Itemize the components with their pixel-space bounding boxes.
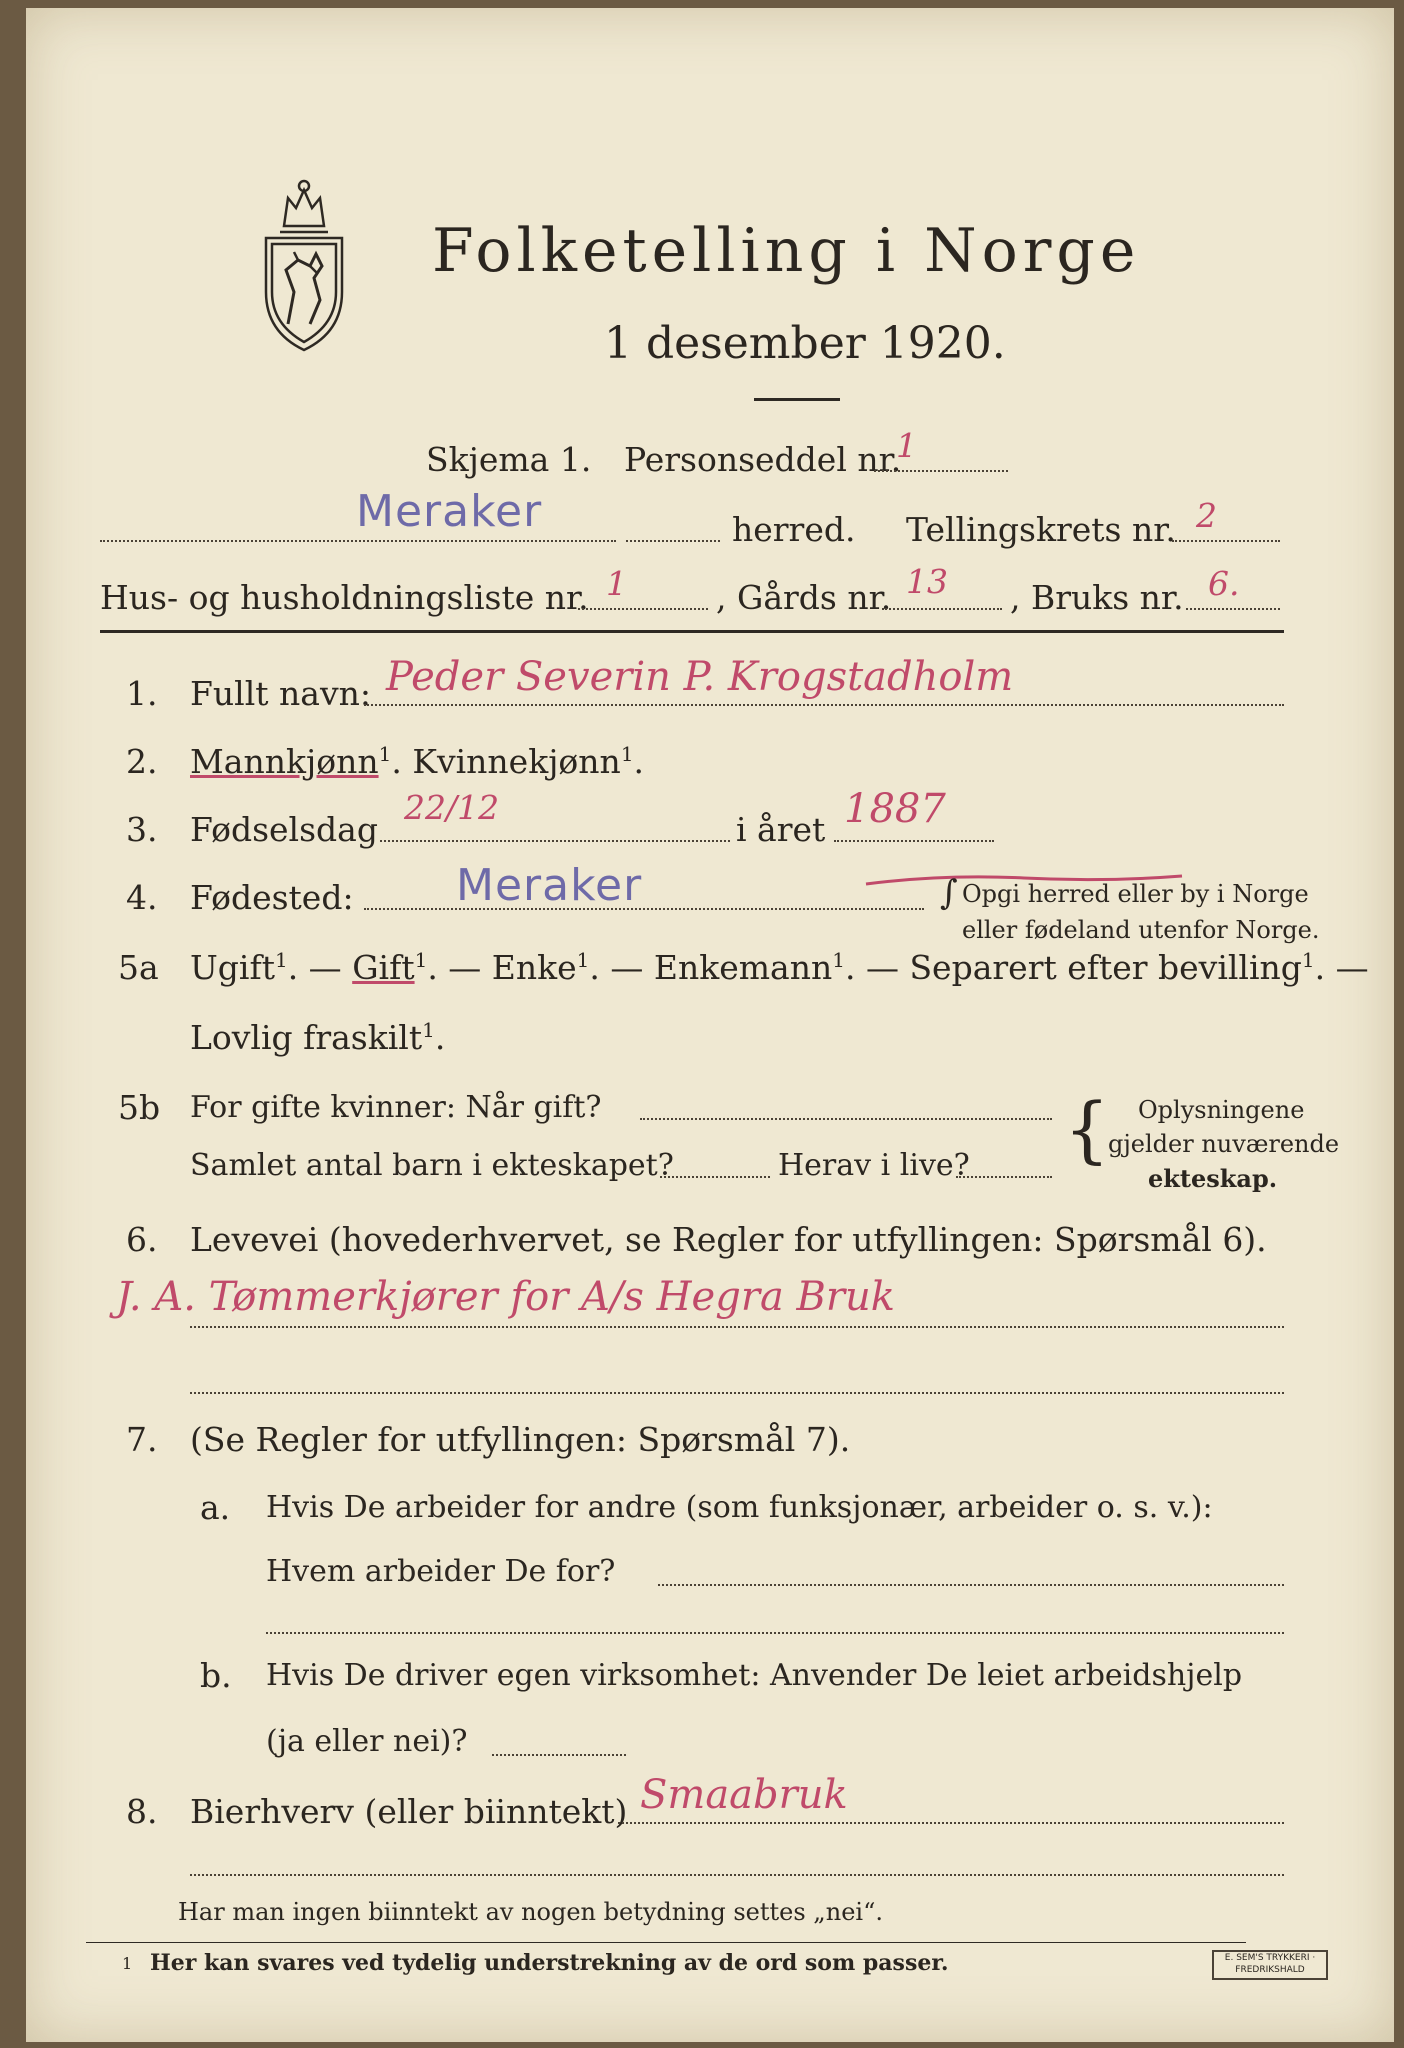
q6-number: 6. [126,1220,158,1259]
coat-of-arms-icon [258,174,350,354]
q3-label: Fødselsdag [190,810,378,849]
q8-side-income-value: Smaabruk [640,1772,848,1818]
q4-number: 4. [126,878,158,917]
personseddel-label: Personseddel nr. [624,440,902,479]
hus-label: Hus- og husholdningsliste nr. [100,578,589,617]
footnote-number: 1 [122,1954,133,1973]
skjema-label: Skjema 1. [426,440,592,479]
q5b-note-line1: Oplysningene [1138,1096,1305,1124]
q5a-separert: Separert efter bevilling [909,948,1302,987]
q3-year-value: 1887 [844,786,946,832]
footer-note: Har man ingen biinntekt av nogen betydning settes „nei“. [178,1898,883,1926]
q7a-line2: Hvem arbeider De for? [266,1554,616,1589]
q6-label: Levevei (hovederhvervet, se Regler for utfyllingen: Spørsmål 6). [190,1220,1267,1259]
q5b-number: 5b [118,1088,161,1127]
gards-value: 13 [906,562,948,601]
q5b-antal-label: Samlet antal barn i ekteskapet? [190,1148,674,1183]
tellingskrets-value: 2 [1196,496,1217,535]
form-title: Folketelling i Norge [432,216,1141,286]
q2-female-option: Kvinnekjønn [412,742,621,781]
q5b-note-line3: ekteskap. [1148,1164,1278,1193]
q5a-number: 5a [118,948,159,987]
q4-label: Fødested: [190,878,354,917]
bruks-value: 6. [1208,564,1240,603]
q6-occupation-value: J. A. Tømmerkjører for A/s Hegra Bruk [116,1274,896,1320]
q7-number: 7. [126,1420,158,1459]
q5b-note-line2: gjelder nuværende [1108,1130,1340,1158]
header-rule [100,630,1284,633]
q2-number: 2. [126,742,158,781]
footnote-rule [86,1942,1246,1943]
herred-label: herred. [732,510,856,549]
title-divider [754,398,840,401]
q5b-herav-label: Herav i live? [778,1148,970,1183]
q8-label: Bierhverv (eller biinntekt) [190,1792,628,1831]
tellingskrets-label: Tellingskrets nr. [906,510,1176,549]
q5a-enke: Enke [491,948,577,987]
q7b-line1: Hvis De driver egen virksomhet: Anvender De leiet arbeidshjelp [266,1658,1243,1693]
q7b-line2: (ja eller nei)? [266,1724,468,1759]
q4-note-line1: Opgi herred eller by i Norge [962,880,1309,908]
q1-number: 1. [126,674,158,713]
q5a-ugift: Ugift [190,948,275,987]
bruks-label: , Bruks nr. [1010,578,1184,617]
q4-birthplace-stamp: Meraker [456,860,643,911]
hus-value: 1 [606,564,627,603]
q4-note-bracket: ∫ [940,873,958,913]
herred-stamp: Meraker [356,486,543,537]
q3-year-label: i året [736,810,826,849]
q8-number: 8. [126,1792,158,1831]
q3-number: 3. [126,810,158,849]
q7a-number: a. [200,1488,231,1527]
census-form-sheet [26,8,1394,2042]
gards-label: , Gårds nr. [716,578,892,617]
q5b-note-bracket: { [1064,1087,1110,1171]
printer-mark: E. SEM'S TRYKKERI · FREDRIKSHALD [1212,1950,1328,1980]
q5a-fraskilt: Lovlig fraskilt [190,1018,423,1057]
footnote-text: Her kan svares ved tydelig understrekning av de ord som passer. [150,1950,949,1976]
q5a-status-options: Ugift$^1$. — Gift$^1$. — Enke$^1$. — Enkemann$^1$. — Separert efter bevilling$^1$. — [190,948,1369,987]
q2-male-option: Mannkjønn [190,742,379,781]
q5b-label: For gifte kvinner: Når gift? [190,1090,602,1125]
q2-gender-options: Mannkjønn$^1$. Kvinnekjønn$^1$. [190,742,645,781]
q1-full-name: Peder Severin P. Krogstadholm [386,654,1014,700]
form-subtitle: 1 desember 1920. [604,318,1006,369]
q5a-fraskilt-line: Lovlig fraskilt$^1$. [190,1018,446,1057]
q7a-line1: Hvis De arbeider for andre (som funksjonær, arbeider o. s. v.): [266,1490,1213,1525]
q3-birthday-value: 22/12 [404,788,500,827]
q5a-gift: Gift [352,948,415,987]
personseddel-value: 1 [896,426,917,465]
q5a-enkemann: Enkemann [653,948,833,987]
q7b-number: b. [200,1656,232,1695]
q7-label: (Se Regler for utfyllingen: Spørsmål 7). [190,1420,851,1459]
q1-label: Fullt navn: [190,674,371,713]
q4-note-line2: eller fødeland utenfor Norge. [962,916,1320,944]
